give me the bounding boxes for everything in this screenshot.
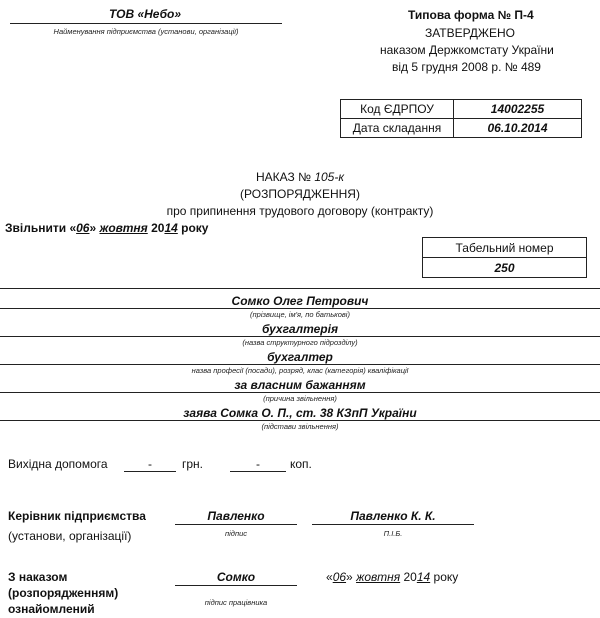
tabel-value: 250: [423, 258, 587, 278]
field-basis-caption: (підстави звільнення): [261, 422, 339, 431]
field-line: [0, 336, 600, 337]
date-value: 06.10.2014: [454, 119, 582, 138]
head-name-line: [312, 524, 474, 525]
dismiss-year-suffix: 14: [164, 221, 178, 235]
field-line: [0, 308, 600, 309]
severance-label: Вихідна допомога: [8, 457, 108, 471]
field-department: бухгалтерія: [261, 322, 339, 336]
field-line: [0, 392, 600, 393]
ack-date-mid: »: [346, 570, 357, 584]
dismiss-label: Звільнити «: [5, 221, 77, 235]
dismiss-month: жовтня: [99, 221, 148, 235]
top-rule: [0, 288, 600, 289]
severance-kop-unit: коп.: [290, 457, 312, 471]
field-full-name: Сомко Олег Петрович: [231, 294, 369, 308]
head-name: Павленко К. К.: [350, 509, 436, 523]
field-basis: заява Сомка О. П., ст. 38 КЗпП України: [183, 406, 417, 420]
field-position: бухгалтер: [267, 350, 333, 364]
head-name-caption: П.І.Б.: [383, 529, 403, 538]
head-signature-caption: підпис: [225, 529, 247, 538]
field-reason: за власним бажанням: [234, 378, 366, 392]
severance-uah-value: -: [148, 457, 152, 471]
org-name-caption: Найменування підприємства (установи, організації): [53, 27, 239, 36]
ack-date-year-word: року: [430, 570, 459, 584]
ack-date-day: 06: [332, 570, 347, 584]
order-about: про припинення трудового договору (контракту): [166, 204, 434, 218]
ack-label-3: ознайомлений: [8, 602, 95, 616]
head-signature-line: [175, 524, 297, 525]
ack-date-year-suffix: 14: [416, 570, 431, 584]
ack-label-2: (розпорядженням): [8, 586, 119, 600]
dismiss-day: 06: [76, 221, 90, 235]
ack-signature-caption: підпис працівника: [204, 598, 268, 607]
head-signature: Павленко: [207, 509, 265, 523]
approved-by: наказом Держкомстату України: [380, 43, 554, 57]
form-title: Типова форма № П-4: [408, 8, 534, 22]
tabel-table: [422, 237, 587, 278]
dismiss-year-prefix: 20: [147, 221, 165, 235]
ack-signature-line: [175, 585, 297, 586]
field-reason-caption: (причина звільнення): [263, 394, 337, 403]
ack-date: [326, 570, 458, 584]
org-name-line: [10, 23, 282, 24]
order-title: [150, 170, 450, 184]
order-title-prefix: НАКАЗ №: [255, 170, 315, 184]
edrpou-label: Код ЄДРПОУ: [341, 100, 454, 119]
tabel-label: Табельний номер: [423, 238, 587, 258]
field-line: [0, 364, 600, 365]
date-label: Дата складання: [341, 119, 454, 138]
org-name: ТОВ «Небо»: [108, 7, 182, 21]
dismiss-sep: »: [89, 221, 100, 235]
head-label-sub: (установи, організації): [8, 529, 132, 543]
field-full-name-caption: (прізвище, ім'я, по батькові): [250, 310, 350, 319]
ack-date-open: «: [326, 570, 333, 584]
field-department-caption: (назва структурного підрозділу): [242, 338, 358, 347]
severance-uah-unit: грн.: [182, 457, 204, 471]
approved-label: ЗАТВЕРДЖЕНО: [424, 26, 516, 40]
ack-date-year-prefix: 20: [400, 570, 417, 584]
head-label: Керівник підприємства: [8, 509, 146, 523]
severance-kop-line: [230, 471, 286, 472]
field-position-caption: назва професії (посади), розряд, клас (категорія) кваліфікації: [191, 366, 409, 375]
edrpou-value: 14002255: [454, 100, 582, 119]
ack-date-month: жовтня: [356, 570, 401, 584]
codes-table: [340, 99, 582, 138]
order-subtitle: (РОЗПОРЯДЖЕННЯ): [240, 187, 360, 201]
order-number: 105-к: [314, 170, 344, 184]
ack-signature: Сомко: [216, 570, 256, 584]
severance-kop-value: -: [256, 457, 260, 471]
approved-date: від 5 грудня 2008 р. № 489: [392, 60, 541, 74]
dismiss-year-word: року: [177, 221, 209, 235]
field-line: [0, 420, 600, 421]
severance-uah-line: [124, 471, 176, 472]
dismiss-date: [5, 221, 208, 235]
ack-label-1: З наказом: [8, 570, 68, 584]
